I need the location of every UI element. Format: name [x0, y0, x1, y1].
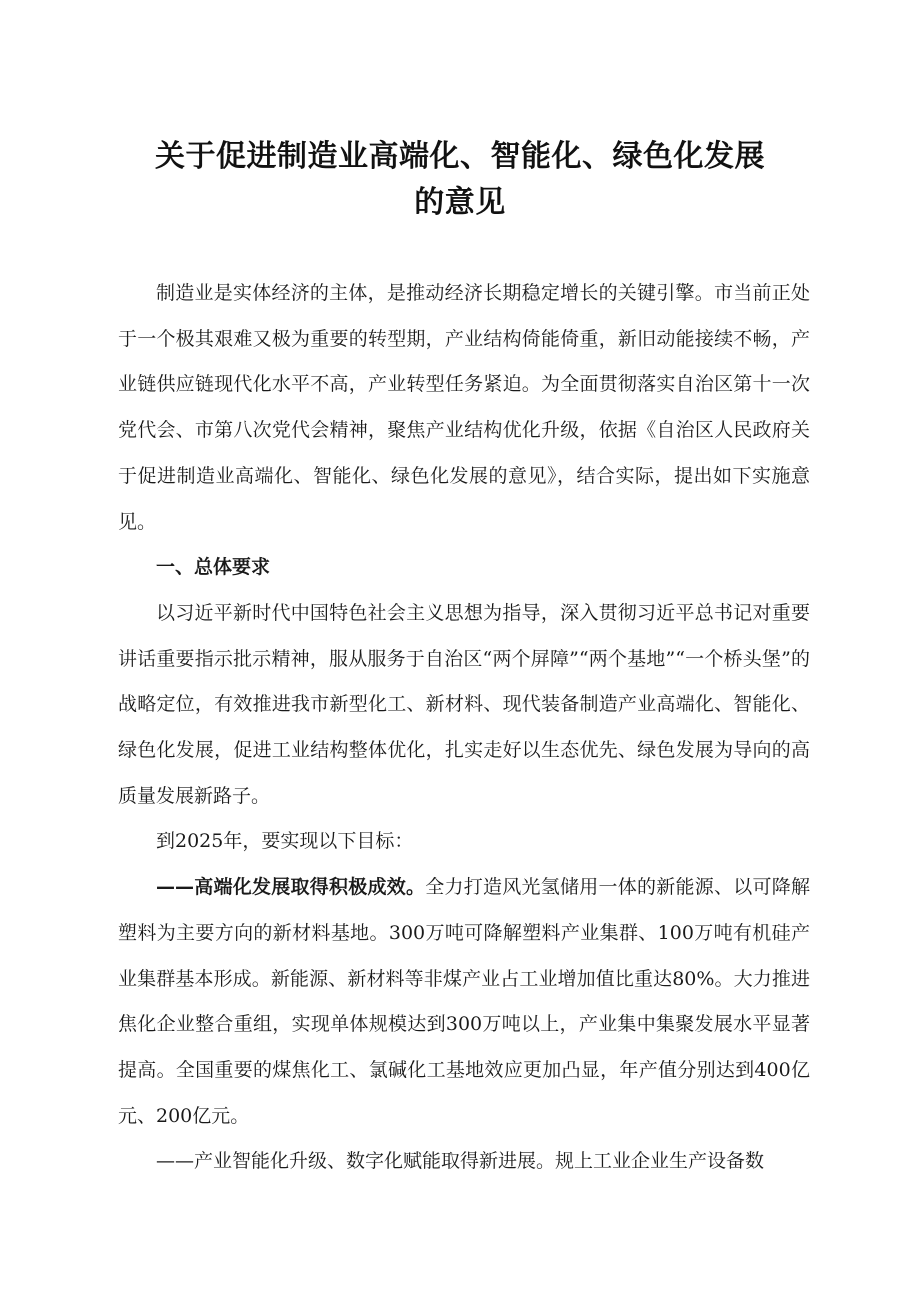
goal-high-end-lead: ——高端化发展取得积极成效。 — [156, 876, 426, 899]
document-title-line-1: 关于促进制造业高端化、智能化、绿色化发展 — [155, 139, 765, 174]
document-title-line-2: 的意见 — [414, 185, 506, 220]
intro-paragraph: 制造业是实体经济的主体，是推动经济长期稳定增长的关键引擎。市当前正处于一个极其艰难又极为重要的转型期，产业结构倚能倚重，新旧动能接续不畅，产业链供应链现代化水平不高，产业转型任务紧迫。为全面贯彻落实自治区第十一次党代会、市第八次党代会精神，聚焦产业结构优化升级，依据《自治区人民政府关于促进制造业高端化、智能化、绿色化发展的意见》，结合实际，提出如下实施意见。 — [118, 282, 810, 533]
document-body — [118, 271, 810, 1185]
goal-intelligent-paragraph: ——产业智能化升级、数字化赋能取得新进展。规上工业企业生产设备数 — [156, 1150, 765, 1173]
overall-requirements-paragraph: 以习近平新时代中国特色社会主义思想为指导，深入贯彻习近平总书记对重要讲话重要指示批示精神，服从服务于自治区“两个屏障”“两个基地”“一个桥头堡”的战略定位，有效推进我市新型化工、新材料、现代装备制造产业高端化、智能化、绿色化发展，促进工业结构整体优化，扎实走好以生态优先、绿色发展为导向的高质量发展新路子。 — [118, 601, 810, 807]
goal-high-end-text: 全力打造风光氢储用一体的新能源、以可降解塑料为主要方向的新材料基地。300万吨可降解塑料产业集群、100万吨有机硅产业集群基本形成。新能源、新材料等非煤产业占工业增加值比重达80%。大力推进焦化企业整合重组，实现单体规模达到300万吨以上，产业集中集聚发展水平显著提高。全国重要的煤焦化工、氯碱化工基地效应更加凸显，年产值分别达到400亿元、200亿元。 — [118, 876, 810, 1127]
section-heading-overall-requirements: 一、总体要求 — [156, 556, 271, 579]
goal-high-end-paragraph — [118, 865, 810, 1139]
goals-intro: 到2025年，要实现以下目标： — [156, 830, 414, 853]
